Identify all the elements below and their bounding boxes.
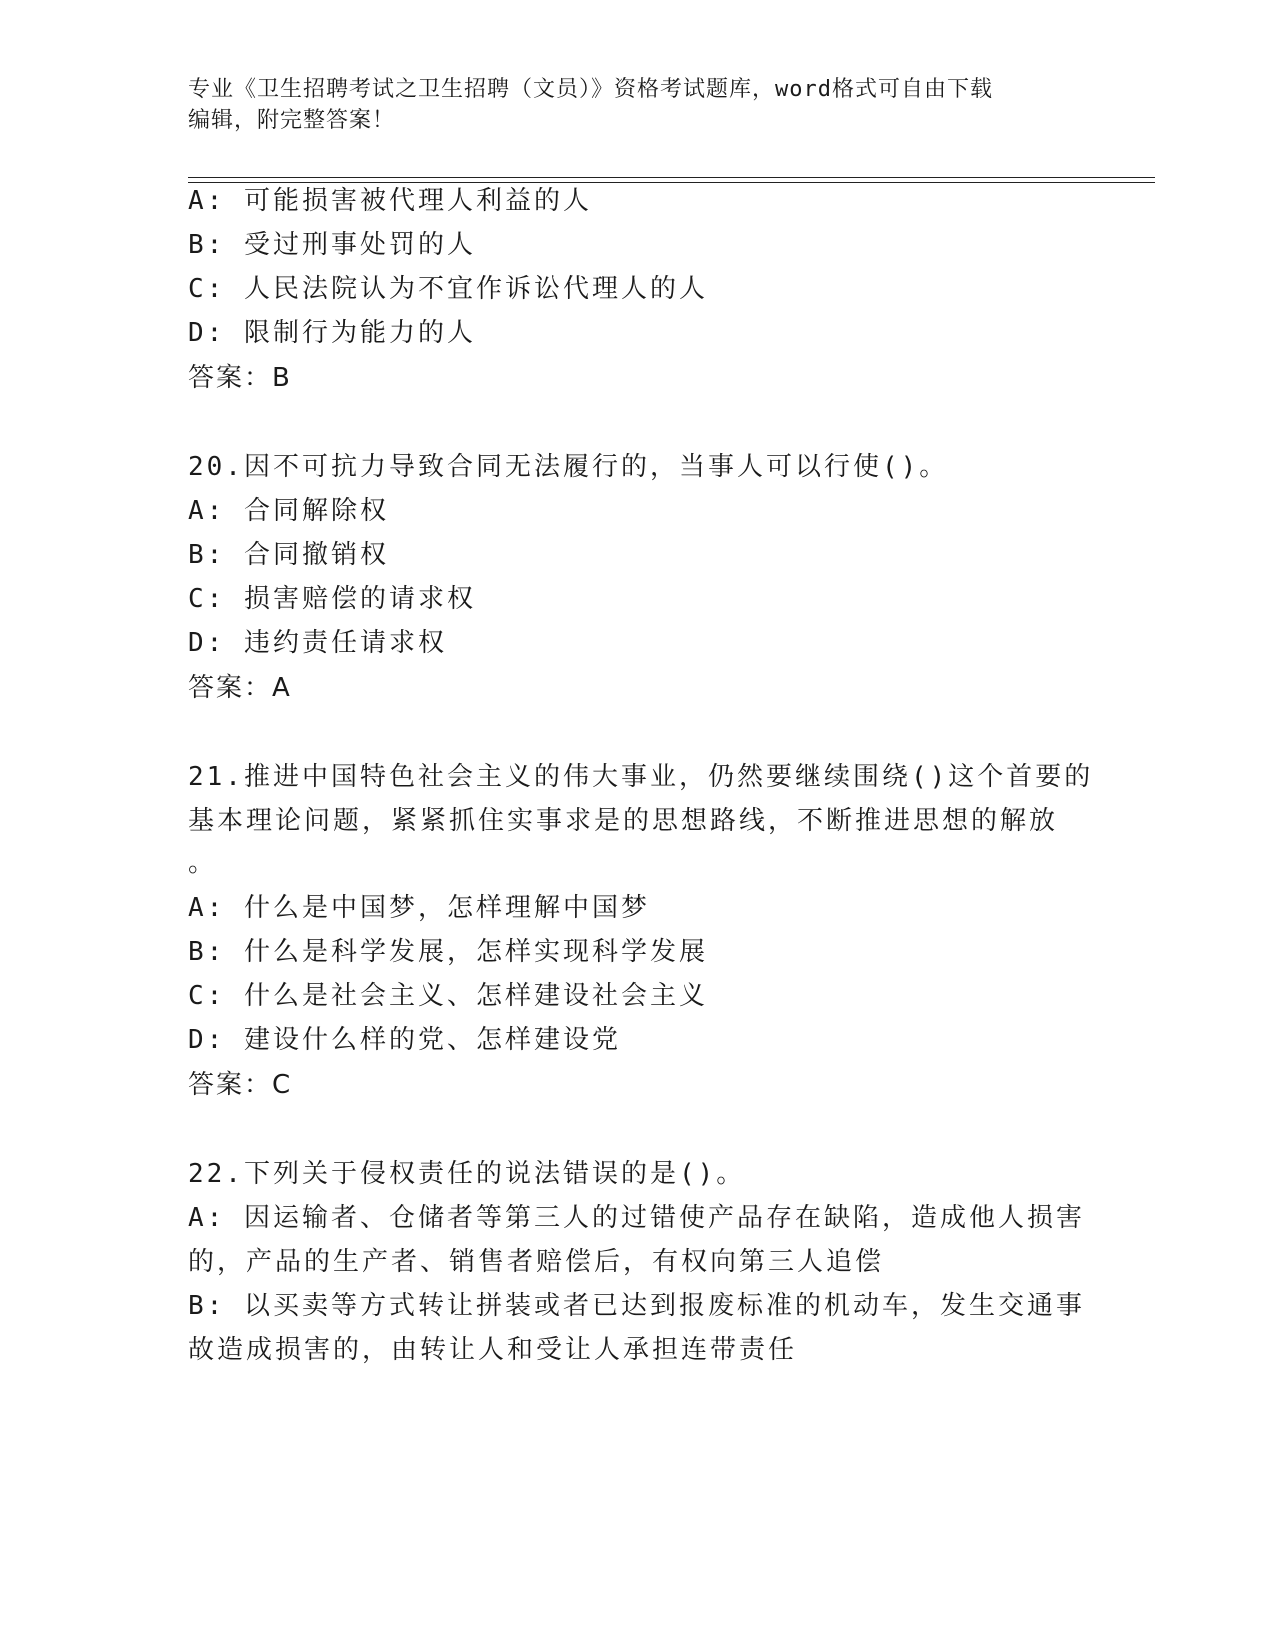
header-rule-bottom (188, 182, 1155, 183)
q19-option-b: B: 受过刑事处罚的人 (188, 230, 476, 260)
document-header (188, 74, 1088, 136)
q21-stem-line-2: 基本理论问题，紧紧抓住实事求是的思想路线，不断推进思想的解放 (188, 806, 1059, 836)
q22-option-a-line-2: 的，产品的生产者、销售者赔偿后，有权向第三人追偿 (188, 1247, 885, 1277)
q20-answer: 答案：A (188, 673, 292, 703)
q19-option-d: D: 限制行为能力的人 (188, 318, 476, 348)
q21-answer: 答案：C (188, 1070, 293, 1100)
q19-answer: 答案：B (188, 363, 292, 393)
q22-option-a-line-1: A: 因运输者、仓储者等第三人的过错使产品存在缺陷，造成他人损害 (188, 1203, 1085, 1233)
q21-option-d: D: 建设什么样的党、怎样建设党 (188, 1025, 621, 1055)
q20-option-a: A: 合同解除权 (188, 496, 389, 526)
q21-option-c: C: 什么是社会主义、怎样建设社会主义 (188, 981, 708, 1011)
q19-option-a: A: 可能损害被代理人利益的人 (188, 186, 592, 216)
q20-option-c: C: 损害赔偿的请求权 (188, 584, 476, 614)
q20-option-b: B: 合同撤销权 (188, 540, 389, 570)
q21-stem-line-1: 21.推进中国特色社会主义的伟大事业，仍然要继续围绕()这个首要的 (188, 762, 1094, 792)
q21-option-a: A: 什么是中国梦，怎样理解中国梦 (188, 893, 650, 923)
q22-stem: 22.下列关于侵权责任的说法错误的是()。 (188, 1159, 746, 1189)
q19-option-c: C: 人民法院认为不宜作诉讼代理人的人 (188, 274, 708, 304)
q21-stem-line-3: 。 (188, 848, 218, 878)
q22-option-b-line-2: 故造成损害的，由转让人和受让人承担连带责任 (188, 1335, 798, 1365)
q20-stem: 20.因不可抗力导致合同无法履行的，当事人可以行使()。 (188, 452, 949, 482)
q21-option-b: B: 什么是科学发展，怎样实现科学发展 (188, 937, 708, 967)
q22-option-b-line-1: B: 以买卖等方式转让拼装或者已达到报废标准的机动车，发生交通事 (188, 1291, 1085, 1321)
q20-option-d: D: 违约责任请求权 (188, 628, 447, 658)
header-line-1: 专业《卫生招聘考试之卫生招聘（文员）》资格考试题库，word格式可自由下载 (188, 77, 993, 102)
header-line-2: 编辑，附完整答案！ (188, 108, 396, 133)
header-rule-top (188, 177, 1155, 178)
